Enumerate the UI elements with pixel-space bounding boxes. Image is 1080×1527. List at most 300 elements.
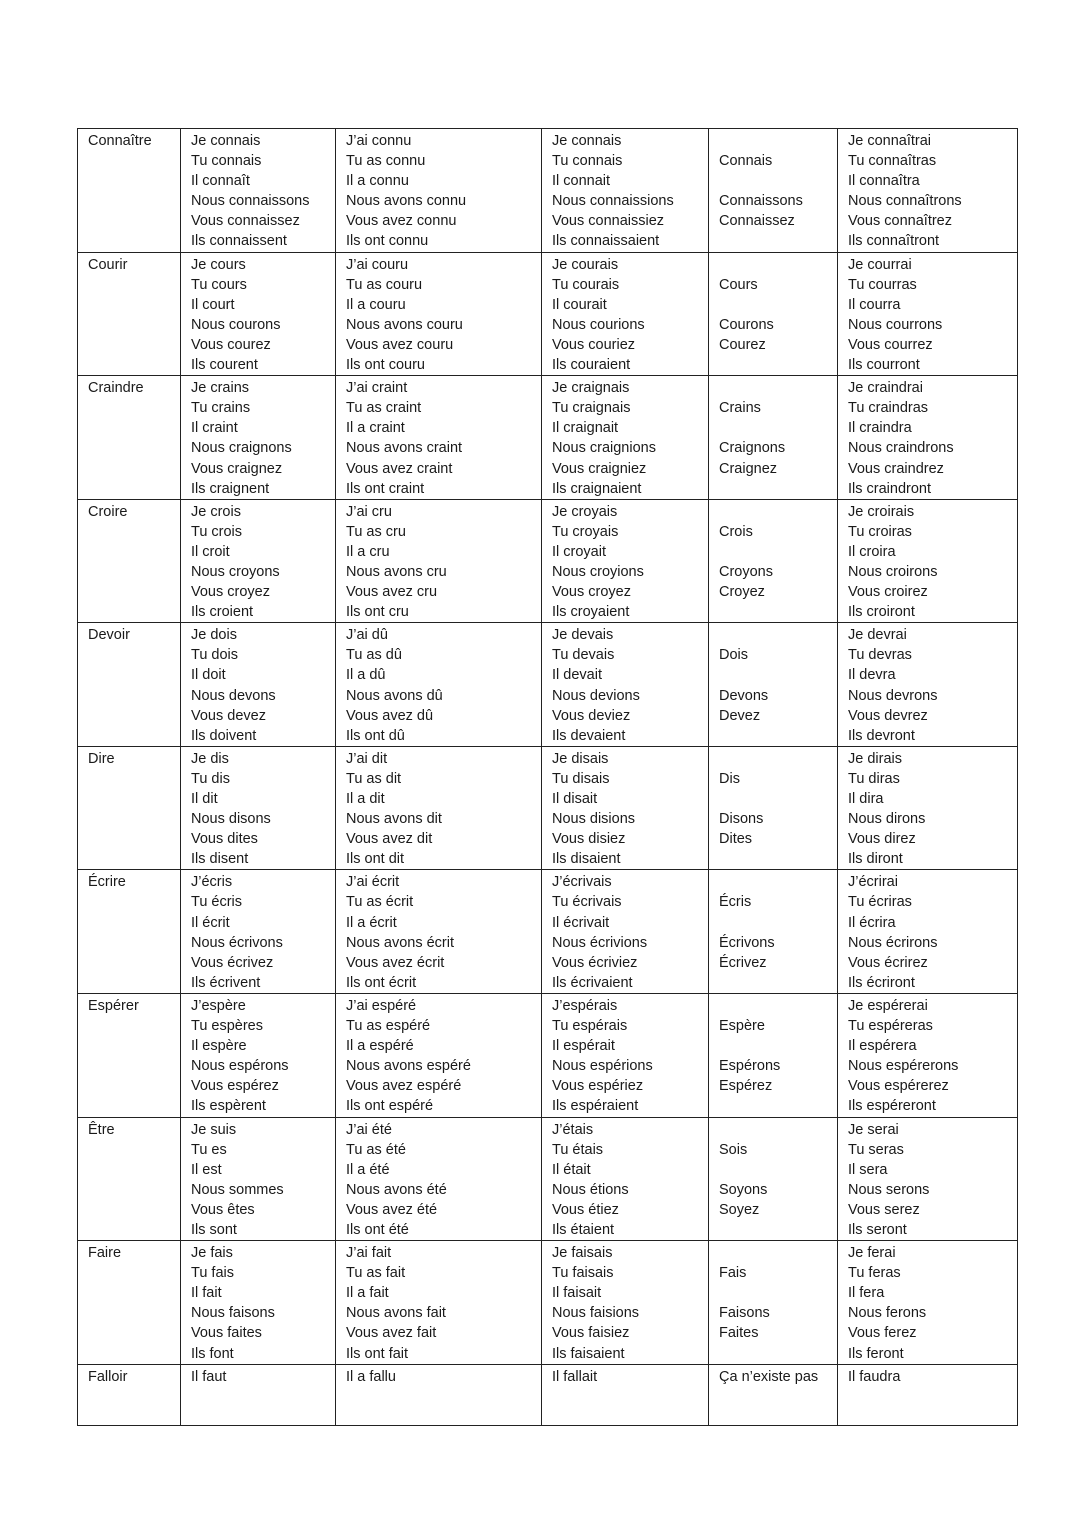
conjugated-form: Tu craindras	[848, 400, 929, 417]
conjugated-form: Vous avez dit	[346, 831, 433, 848]
conjugated-form: Soyez	[719, 1201, 760, 1218]
passe-compose-cell	[336, 1117, 542, 1241]
conjugated-form	[719, 1120, 837, 1140]
conjugated-form: Ils connaissent	[191, 233, 287, 250]
conjugated-form: Nous avons dû	[346, 687, 443, 704]
conjugated-form: Vous connaissez	[191, 213, 300, 230]
imperatif-cell	[709, 623, 838, 747]
conjugated-form: Ils feront	[848, 1345, 904, 1362]
conjugated-form: Tu connais	[191, 153, 262, 170]
conjugated-form: J’espérais	[552, 997, 618, 1014]
conjugated-form: Ils connaîtront	[848, 233, 940, 250]
conjugated-form: Tu feras	[848, 1265, 901, 1282]
conjugated-form: Vous espérerez	[848, 1078, 949, 1095]
conjugated-form: Ils connaissaient	[552, 233, 660, 250]
conjugated-form: Ils étaient	[552, 1221, 615, 1238]
conjugated-form: Ils croient	[191, 604, 254, 621]
conjugated-form: Connais	[719, 153, 773, 170]
verb-infinitive-cell	[78, 252, 181, 376]
conjugated-form: Nous devrons	[848, 687, 938, 704]
verb-row	[78, 1117, 1018, 1241]
conjugated-form	[719, 479, 837, 499]
conjugated-form: J’ai connu	[346, 133, 412, 149]
imperatif-cell	[709, 1117, 838, 1241]
conjugated-form: Je connaîtrai	[848, 133, 932, 149]
conjugated-form: Nous faisions	[552, 1305, 640, 1322]
conjugated-form: Il craint	[191, 420, 238, 437]
conjugated-form	[719, 295, 837, 315]
conjugated-form: Il a été	[346, 1161, 390, 1178]
conjugated-form: Il craignait	[552, 420, 619, 437]
conjugated-form: Il sera	[848, 1161, 888, 1178]
conjugated-form: Crains	[719, 400, 761, 417]
conjugated-form: Nous avons écrit	[346, 934, 454, 951]
conjugated-form: Vous connaissiez	[552, 213, 665, 230]
verb-row	[78, 623, 1018, 747]
conjugated-form: Tu as dû	[346, 647, 402, 664]
conjugated-form	[719, 1344, 837, 1364]
conjugated-form: Nous devons	[191, 687, 276, 704]
conjugated-form: Il fera	[848, 1285, 885, 1302]
conjugated-form: Vous courrez	[848, 336, 933, 353]
passe-compose-cell	[336, 746, 542, 870]
verb-infinitive-cell	[78, 1241, 181, 1365]
conjugated-form: Nous craignions	[552, 440, 656, 457]
conjugated-form: Tu dis	[191, 770, 230, 787]
conjugated-form: Ils espéraient	[552, 1098, 639, 1115]
conjugated-form: Nous avons cru	[346, 563, 447, 580]
conjugated-form: Vous avez espéré	[346, 1078, 462, 1095]
conjugated-form: Fais	[719, 1265, 747, 1282]
present-cell	[181, 746, 336, 870]
conjugated-form: Tu as craint	[346, 400, 422, 417]
conjugated-form	[719, 502, 837, 522]
conjugated-form: Ils ont connu	[346, 233, 429, 250]
conjugated-form: Vous croyez	[552, 584, 631, 601]
conjugated-form: Il connait	[552, 173, 611, 190]
conjugated-form: Nous faisons	[191, 1305, 275, 1322]
conjugated-form: Tu croiras	[848, 523, 912, 540]
conjugated-form: Nous avons fait	[346, 1305, 446, 1322]
conjugated-form: Tu craignais	[552, 400, 631, 417]
conjugated-form	[719, 1096, 837, 1116]
conjugated-form: Écrivons	[719, 934, 775, 951]
conjugated-form: J’ai dû	[346, 627, 388, 644]
verb-infinitive: Écrire	[88, 874, 126, 891]
conjugated-form: Tu devais	[552, 647, 615, 664]
conjugated-form: Je crois	[191, 503, 241, 520]
conjugated-form: Ils espéreront	[848, 1098, 936, 1115]
conjugated-form: Il devait	[552, 667, 602, 684]
conjugated-form: Je courais	[552, 256, 619, 273]
conjugated-form: Je croirais	[848, 503, 915, 520]
conjugated-form: Je crains	[191, 380, 250, 397]
conjugated-form: Ils disent	[191, 851, 249, 868]
conjugation-table-body	[78, 129, 1018, 1426]
conjugated-form: Il disait	[552, 791, 598, 807]
conjugated-form: Je devais	[552, 627, 614, 644]
conjugated-form: Il écrit	[191, 914, 230, 931]
conjugated-form: Écris	[719, 894, 752, 911]
imperatif-cell	[709, 993, 838, 1117]
conjugated-form: J’écrirai	[848, 874, 898, 891]
conjugated-form: Ils croiront	[848, 604, 915, 621]
conjugated-form: Il écrira	[848, 914, 896, 931]
conjugated-form: Je dois	[191, 627, 237, 644]
verb-row	[78, 252, 1018, 376]
conjugated-form: Tu as fait	[346, 1265, 406, 1282]
imparfait-cell	[542, 1364, 709, 1425]
conjugated-form: Il dira	[848, 791, 884, 807]
conjugated-form: Courons	[719, 316, 774, 333]
imperatif-cell	[709, 1241, 838, 1365]
conjugated-form: J’espère	[191, 997, 246, 1014]
conjugated-form: Tu écrivais	[552, 894, 622, 911]
present-cell	[181, 1241, 336, 1365]
conjugated-form: J’ai espéré	[346, 997, 417, 1014]
conjugated-form: Nous croyions	[552, 563, 644, 580]
conjugated-form: Dites	[719, 831, 753, 848]
conjugated-form: J’ai fait	[346, 1245, 392, 1262]
passe-compose-cell	[336, 376, 542, 500]
conjugated-form: Tu as cru	[346, 523, 406, 540]
conjugated-form: Vous craignez	[191, 460, 283, 477]
conjugated-form: Ils faisaient	[552, 1345, 625, 1362]
present-cell	[181, 1117, 336, 1241]
conjugated-form	[719, 1036, 837, 1056]
imperatif-cell	[709, 376, 838, 500]
conjugated-form: Nous croirons	[848, 563, 938, 580]
conjugated-form: Connaissez	[719, 213, 795, 230]
conjugated-form: Je devrai	[848, 627, 907, 644]
conjugated-form: Ça n’existe pas	[719, 1368, 819, 1385]
conjugated-form: Il fallait	[552, 1368, 598, 1385]
conjugated-form: Ils écrivaient	[552, 974, 633, 991]
futur-cell	[838, 376, 1018, 500]
conjugated-form: Je connais	[191, 133, 261, 149]
conjugated-form: Nous connaissons	[191, 193, 310, 210]
conjugated-form: Je dirais	[848, 750, 902, 767]
futur-cell	[838, 1117, 1018, 1241]
passe-compose-cell	[336, 499, 542, 623]
futur-cell	[838, 129, 1018, 253]
conjugated-form: Vous craindrez	[848, 460, 944, 477]
imparfait-cell	[542, 870, 709, 994]
conjugated-form: Je dis	[191, 750, 229, 767]
conjugated-form: Je craindrai	[848, 380, 923, 397]
conjugated-form: Il dit	[191, 791, 218, 807]
conjugated-form: Il était	[552, 1161, 591, 1178]
conjugated-form	[719, 131, 837, 151]
conjugated-form: Vous devez	[191, 707, 266, 724]
conjugated-form: Il courait	[552, 296, 607, 313]
conjugated-form: Ils diront	[848, 851, 903, 868]
conjugated-form: Tu espères	[191, 1018, 263, 1035]
conjugated-form: J’écris	[191, 874, 233, 891]
conjugated-form	[719, 602, 837, 622]
imparfait-cell	[542, 623, 709, 747]
conjugated-form: Il a craint	[346, 420, 405, 437]
conjugated-form: Je faisais	[552, 1245, 613, 1262]
imperatif-cell	[709, 870, 838, 994]
conjugated-form: Ils ont dit	[346, 851, 405, 868]
conjugated-form: Ils ont couru	[346, 357, 425, 374]
passe-compose-cell	[336, 623, 542, 747]
conjugated-form: Nous espérons	[191, 1058, 289, 1075]
imparfait-cell	[542, 1117, 709, 1241]
conjugated-form: Vous avez été	[346, 1201, 438, 1218]
imparfait-cell	[542, 499, 709, 623]
conjugated-form: Il faudra	[848, 1368, 901, 1385]
verb-infinitive: Croire	[88, 503, 128, 520]
conjugated-form: Espérons	[719, 1058, 781, 1075]
conjugated-form: Je espérerai	[848, 997, 928, 1014]
conjugated-form: Ils écrivent	[191, 974, 261, 991]
conjugated-form	[719, 872, 837, 892]
conjugated-form: Courez	[719, 336, 766, 353]
passe-compose-cell	[336, 1241, 542, 1365]
futur-cell	[838, 993, 1018, 1117]
conjugated-form: Devons	[719, 687, 769, 704]
verb-infinitive-cell	[78, 746, 181, 870]
conjugated-form: Vous couriez	[552, 336, 636, 353]
conjugated-form: Craignez	[719, 460, 778, 477]
conjugated-form: Vous espérez	[191, 1078, 279, 1095]
verb-row	[78, 993, 1018, 1117]
conjugated-form: Tu étais	[552, 1141, 604, 1158]
present-cell	[181, 623, 336, 747]
present-cell	[181, 376, 336, 500]
conjugated-form: Croyons	[719, 563, 773, 580]
verb-infinitive-cell	[78, 376, 181, 500]
conjugated-form: Nous étions	[552, 1181, 629, 1198]
conjugated-form: Il fait	[191, 1285, 222, 1302]
conjugated-form: Il a connu	[346, 173, 409, 190]
conjugated-form: Tu courras	[848, 276, 917, 293]
conjugated-form	[719, 418, 837, 438]
conjugated-form: Nous craindrons	[848, 440, 954, 457]
conjugated-form: Nous connaîtrons	[848, 193, 962, 210]
conjugated-form: Nous devions	[552, 687, 640, 704]
conjugated-form: Nous craignons	[191, 440, 292, 457]
conjugated-form: Je cours	[191, 256, 246, 273]
imparfait-cell	[542, 129, 709, 253]
conjugated-form: Il a couru	[346, 296, 406, 313]
verb-infinitive: Faire	[88, 1245, 122, 1262]
conjugated-form: Il espère	[191, 1038, 247, 1055]
conjugated-form: Il connaîtra	[848, 173, 920, 190]
conjugated-form: Ils ont dû	[346, 727, 405, 744]
present-cell	[181, 870, 336, 994]
conjugated-form: Vous deviez	[552, 707, 631, 724]
conjugated-form: Ils doivent	[191, 727, 257, 744]
conjugated-form: Nous dirons	[848, 811, 926, 828]
conjugated-form	[719, 1160, 837, 1180]
conjugated-form	[719, 973, 837, 993]
conjugated-form: Vous avez connu	[346, 213, 457, 230]
verb-row	[78, 746, 1018, 870]
imperatif-cell	[709, 252, 838, 376]
imparfait-cell	[542, 376, 709, 500]
conjugated-form: Nous écrivons	[191, 934, 283, 951]
conjugated-form: Je suis	[191, 1121, 237, 1138]
conjugated-form: Ils craindront	[848, 480, 932, 497]
conjugated-form: Croyez	[719, 584, 765, 601]
conjugated-form: Il a fait	[346, 1285, 389, 1302]
imperatif-cell	[709, 1364, 838, 1425]
conjugated-form: Tu as espéré	[346, 1018, 431, 1035]
conjugated-form: Crois	[719, 523, 753, 540]
conjugated-form: Devez	[719, 707, 761, 724]
conjugated-form: Tu diras	[848, 770, 900, 787]
conjugated-form: Nous avons dit	[346, 811, 442, 828]
conjugated-form: Sois	[719, 1141, 748, 1158]
conjugated-form: Vous croyez	[191, 584, 270, 601]
verb-infinitive: Craindre	[88, 380, 144, 397]
conjugated-form: Vous avez fait	[346, 1325, 437, 1342]
conjugated-form: Vous devrez	[848, 707, 928, 724]
conjugated-form: Il est	[191, 1161, 222, 1178]
conjugated-form: Vous avez dû	[346, 707, 434, 724]
verb-infinitive: Dire	[88, 750, 115, 767]
imparfait-cell	[542, 746, 709, 870]
conjugated-form: Vous connaîtrez	[848, 213, 952, 230]
verb-infinitive: Falloir	[88, 1368, 128, 1385]
conjugated-form: Ils couraient	[552, 357, 631, 374]
conjugated-form: Il écrivait	[552, 914, 610, 931]
conjugated-form: Ils ont espéré	[346, 1098, 434, 1115]
conjugated-form: Il craindra	[848, 420, 912, 437]
conjugated-form: Il croit	[191, 543, 230, 560]
conjugated-form: Ils ont été	[346, 1221, 409, 1238]
conjugated-form: J’écrivais	[552, 874, 612, 891]
futur-cell	[838, 746, 1018, 870]
conjugated-form: Vous croirez	[848, 584, 928, 601]
verb-infinitive: Connaître	[88, 133, 152, 149]
conjugated-form	[719, 355, 837, 375]
conjugated-form: Tu devras	[848, 647, 912, 664]
conjugated-form: Il a dû	[346, 667, 386, 684]
conjugated-form: Nous courrons	[848, 316, 943, 333]
conjugated-form: Il croira	[848, 543, 896, 560]
conjugated-form: Tu crains	[191, 400, 251, 417]
verb-infinitive: Devoir	[88, 627, 130, 644]
conjugated-form: Tu écriras	[848, 894, 912, 911]
conjugated-form: Vous dites	[191, 831, 258, 848]
conjugated-form	[719, 789, 837, 809]
conjugated-form: Il a dit	[346, 791, 385, 807]
conjugated-form: Vous serez	[848, 1201, 920, 1218]
conjugated-form: Vous êtes	[191, 1201, 255, 1218]
conjugated-form: Vous craigniez	[552, 460, 647, 477]
conjugated-form: Nous courons	[191, 316, 281, 333]
conjugated-form: Disons	[719, 811, 764, 828]
conjugated-form	[719, 913, 837, 933]
conjugated-form: Il croyait	[552, 543, 606, 560]
conjugated-form: Ils ont craint	[346, 480, 425, 497]
conjugated-form: Ils devaient	[552, 727, 626, 744]
conjugated-form: Il espérera	[848, 1038, 917, 1055]
conjugated-form: Il a fallu	[346, 1368, 396, 1385]
verb-infinitive: Être	[88, 1121, 115, 1138]
conjugated-form: Tu fais	[191, 1265, 234, 1282]
conjugated-form: Je connais	[552, 133, 622, 149]
conjugated-form	[719, 171, 837, 191]
conjugated-form: Tu dois	[191, 647, 239, 664]
imparfait-cell	[542, 252, 709, 376]
conjugated-form: Dois	[719, 647, 749, 664]
verb-infinitive-cell	[78, 993, 181, 1117]
conjugated-form: Il doit	[191, 667, 226, 684]
conjugated-form: Vous direz	[848, 831, 916, 848]
verb-row	[78, 870, 1018, 994]
conjugated-form: Il faisait	[552, 1285, 602, 1302]
conjugated-form: Vous ferez	[848, 1325, 917, 1342]
verb-infinitive-cell	[78, 623, 181, 747]
conjugated-form: Vous écriviez	[552, 954, 638, 971]
conjugated-form: Tu courais	[552, 276, 620, 293]
present-cell	[181, 993, 336, 1117]
conjugated-form: Dis	[719, 770, 740, 787]
conjugated-form	[719, 665, 837, 685]
conjugated-form: Vous avez couru	[346, 336, 454, 353]
conjugated-form: Ils font	[191, 1345, 234, 1362]
conjugated-form: Nous croyons	[191, 563, 280, 580]
conjugated-form: Il courra	[848, 296, 901, 313]
present-cell	[181, 499, 336, 623]
conjugated-form: Tu écris	[191, 894, 243, 911]
conjugated-form: Vous écrivez	[191, 954, 274, 971]
futur-cell	[838, 252, 1018, 376]
futur-cell	[838, 499, 1018, 623]
conjugated-form: Tu cours	[191, 276, 247, 293]
conjugated-form: Il faut	[191, 1368, 227, 1385]
conjugated-form: Je croyais	[552, 503, 618, 520]
passe-compose-cell	[336, 993, 542, 1117]
conjugated-form: Espère	[719, 1018, 765, 1035]
conjugation-table	[77, 128, 1018, 1426]
imparfait-cell	[542, 993, 709, 1117]
conjugated-form: Ils craignaient	[552, 480, 642, 497]
conjugated-form: Je fais	[191, 1245, 233, 1262]
conjugated-form: Tu as couru	[346, 276, 423, 293]
present-cell	[181, 252, 336, 376]
conjugated-form: Tu connaîtras	[848, 153, 937, 170]
passe-compose-cell	[336, 1364, 542, 1425]
conjugated-form: Ils ont cru	[346, 604, 409, 621]
conjugated-form: Vous avez cru	[346, 584, 438, 601]
conjugated-form: Écrivez	[719, 954, 767, 971]
futur-cell	[838, 1364, 1018, 1425]
conjugated-form	[719, 849, 837, 869]
conjugated-form: Nous ferons	[848, 1305, 927, 1322]
conjugated-form: Connaissons	[719, 193, 803, 210]
verb-row	[78, 1364, 1018, 1425]
imparfait-cell	[542, 1241, 709, 1365]
conjugated-form: J’ai cru	[346, 503, 392, 520]
conjugated-form: Tu seras	[848, 1141, 904, 1158]
conjugated-form: Nous avons espéré	[346, 1058, 471, 1075]
conjugated-form: Nous espérions	[552, 1058, 653, 1075]
conjugated-form: Vous espériez	[552, 1078, 644, 1095]
verb-infinitive-cell	[78, 1364, 181, 1425]
conjugated-form: Nous disons	[191, 811, 271, 828]
conjugated-form: Vous écrirez	[848, 954, 928, 971]
conjugated-form	[719, 749, 837, 769]
present-cell	[181, 1364, 336, 1425]
conjugated-form: Ils disaient	[552, 851, 621, 868]
conjugated-form: Nous avons connu	[346, 193, 467, 210]
